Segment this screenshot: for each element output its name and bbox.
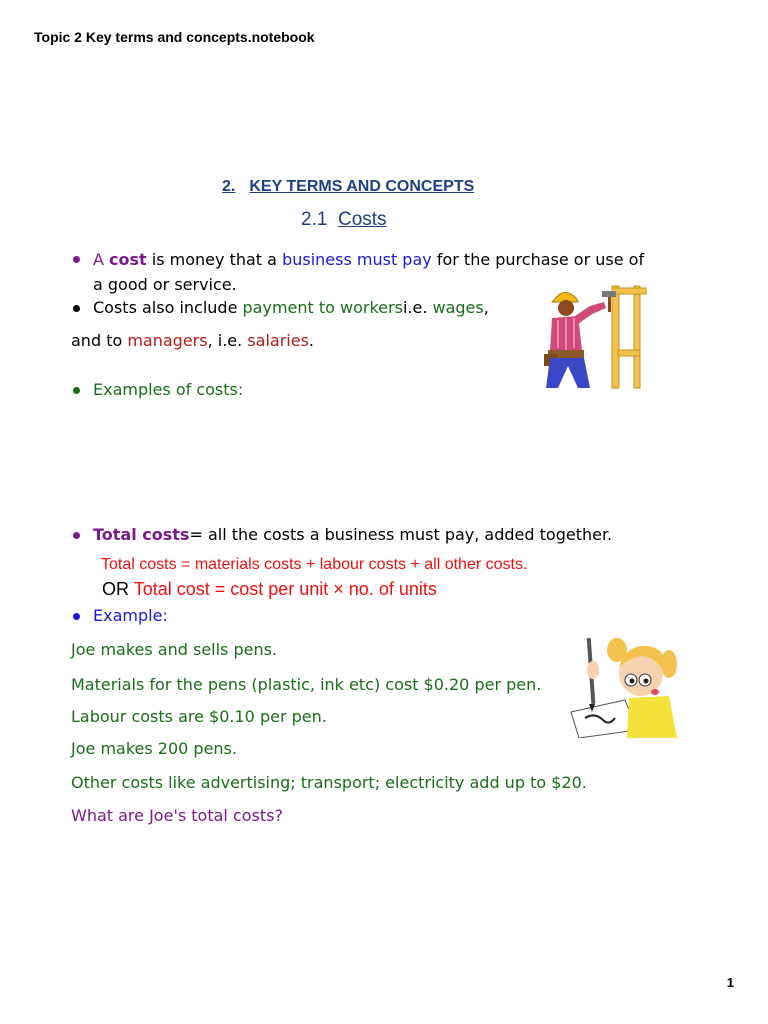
bullet-point [73,532,80,539]
example-line: Other costs like advertising; transport; electricity add up to $20. [71,773,587,792]
bullet-point [73,305,80,312]
total-costs-definition [93,525,612,544]
example-question: What are Joe's total costs? [71,806,283,825]
girl-drawing-clipart [565,634,677,738]
example-label: Example: [93,606,168,625]
cost-definition-line2: a good or service. [93,275,237,294]
unit-cost-formula: Total cost = cost per unit × no. of units [133,579,437,599]
term-cost: cost [109,250,147,269]
salaries-period: . [308,331,315,350]
total-costs-formula: Total costs = materials costs + labour costs + all other costs. [101,556,528,573]
example-line: Materials for the pens (plastic, ink etc) cost $0.20 per pen. [71,675,542,694]
total-costs-text: = all the costs a business must pay, added together. [189,525,613,544]
page-number: 1 [726,975,734,990]
example-line: Joe makes and sells pens. [71,640,278,659]
term-managers: managers [127,331,208,350]
example-line: Joe makes 200 pens. [71,739,237,758]
def-business: business must pay [282,250,432,269]
cost-definition [93,250,644,269]
term-wages: wages [432,298,484,317]
subsection-title: Costs [337,209,387,230]
example-line: Labour costs are $0.10 per pen. [71,707,327,726]
salaries-definition [71,331,314,350]
bullet-point [73,613,80,620]
salaries-text: and to [71,331,123,350]
def-text-rest: for the purchase or use of [436,250,645,269]
def-word-a: A [93,250,104,269]
notebook-title: Topic 2 Key terms and concepts.notebook [34,29,315,45]
subsection-heading [301,209,387,231]
section-heading [222,178,474,196]
bullet-point [73,256,80,263]
salaries-ie: , i.e. [207,331,243,350]
wages-comma: , [483,298,489,317]
section-number: 2. [222,178,236,195]
alternative-formula [102,579,437,600]
builder-clipart [538,284,650,390]
wages-definition [93,298,489,317]
term-salaries: salaries [247,331,309,350]
or-label: OR [102,579,129,599]
bullet-point [73,387,80,394]
subsection-number: 2.1 [301,209,328,230]
term-total-costs: Total costs [93,525,190,544]
payment-to-workers: payment to workers [242,298,403,317]
def-text: is money that a [151,250,277,269]
wages-text: Costs also include [93,298,238,317]
section-title: KEY TERMS AND CONCEPTS [249,178,475,195]
wages-ie: i.e. [402,298,428,317]
examples-label: Examples of costs: [93,380,244,399]
